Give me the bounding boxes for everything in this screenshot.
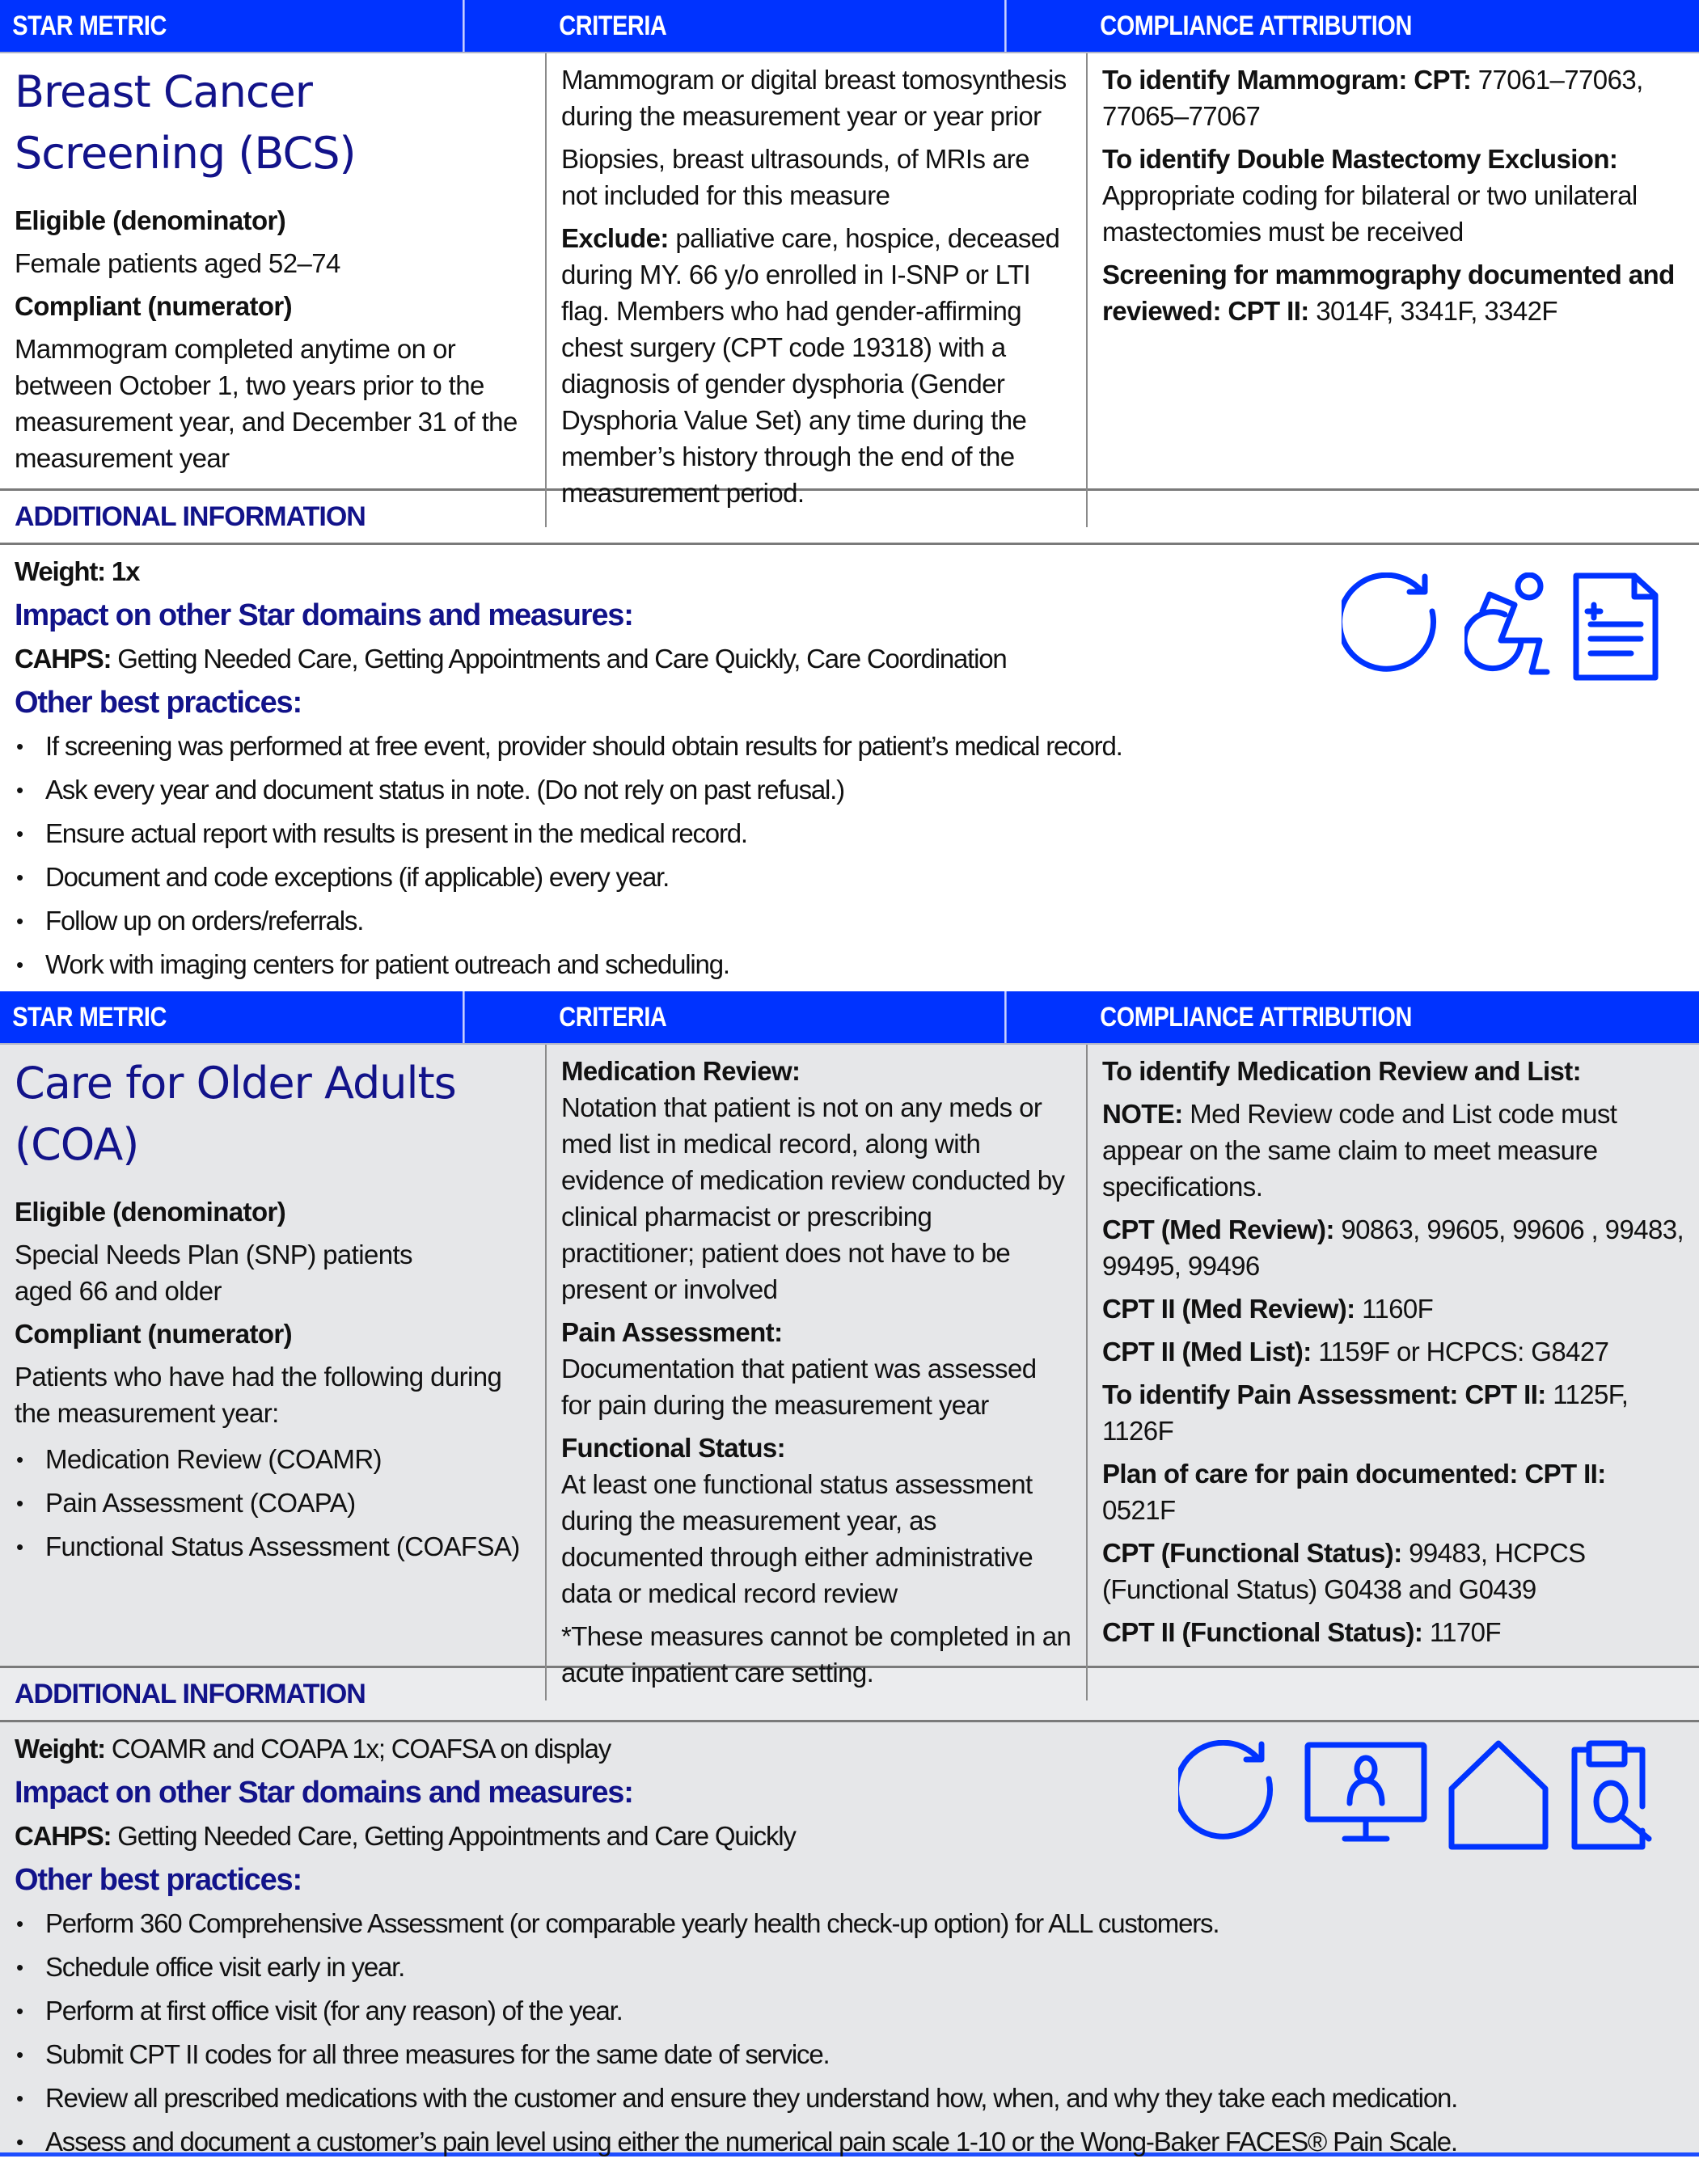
- compliance-label: Screening for mammography documented and reviewed: CPT II:: [1102, 260, 1675, 326]
- compliance-item: [1102, 61, 1684, 134]
- compliance-item: [1102, 256, 1684, 329]
- compliance-value: 90863, 99605, 99606 , 99483, 99495, 99496: [1102, 1215, 1684, 1281]
- compliance-label: Plan of care for pain documented: CPT II:: [1102, 1459, 1606, 1489]
- compliance-value: Appropriate coding for bilateral or two unilateral mastectomies must be received: [1102, 180, 1638, 247]
- additional-info-header: ADDITIONAL INFORMATION: [0, 491, 1699, 545]
- compliance-label: To identify Pain Assessment: CPT II:: [1102, 1379, 1546, 1409]
- icon-group: [1342, 572, 1660, 681]
- eligible-text: Special Needs Plan (SNP) patients aged 66 and older: [15, 1240, 412, 1306]
- compliance-cell: [1088, 53, 1699, 527]
- weight-label: Weight:: [15, 1734, 105, 1764]
- compliance-item: [1102, 1376, 1684, 1449]
- metric-title: Breast Cancer Screening (BCS): [15, 66, 356, 179]
- header-star-metric: STAR METRIC: [0, 991, 465, 1043]
- compliance-label: CPT II (Med List):: [1102, 1337, 1312, 1367]
- list-item: • Ask every year and document status in note. (Do not rely on past refusal.): [15, 768, 1684, 812]
- impact-heading: Impact on other Star domains and measures:: [15, 598, 633, 632]
- list-item: • If screening was performed at free event, provider should obtain results for patient’s medical record.: [15, 724, 1684, 768]
- compliance-label: To identify Medication Review and List:: [1102, 1056, 1582, 1086]
- compliance-value: 1125F, 1126F: [1102, 1379, 1629, 1446]
- header-compliance: COMPLIANCE ATTRIBUTION: [1100, 1002, 1412, 1033]
- compliant-list: [15, 1438, 530, 1569]
- criteria-note: *These measures cannot be completed in an acute inpatient care setting.: [561, 1621, 1071, 1688]
- compliant-label: Compliant (numerator): [15, 291, 293, 321]
- compliance-cell: [1088, 1045, 1699, 1700]
- weight-value: COAMR and COAPA 1x; COAFSA on display: [104, 1734, 611, 1764]
- additional-info-body: [0, 545, 1699, 991]
- compliance-value: 1159F or HCPCS: G8427: [1311, 1337, 1609, 1367]
- list-item: • Follow up on orders/referrals.: [15, 899, 1684, 943]
- home-icon: [1448, 1740, 1549, 1850]
- measure-coa: [0, 991, 1699, 2157]
- compliance-label: CPT II (Functional Status):: [1102, 1617, 1423, 1647]
- exclude-text: palliative care, hospice, deceased during MY. 66 y/o enrolled in I-SNP or LTI flag. Members who had gender-affirming chest surgery (CPT code 19318) with a diagnosis of gender dysphoria (Gender Dysphoria Value Set) any time during the member’s history through the end of the measurement period.: [561, 223, 1060, 508]
- criteria-text: Mammogram or digital breast tomosynthesis during the measurement year or year prior: [561, 65, 1067, 131]
- medical-document-icon: [1571, 572, 1660, 681]
- metric-title: Care for Older Adults (COA): [15, 1058, 456, 1170]
- icon-group: [1178, 1740, 1659, 1850]
- eligible-label: Eligible (denominator): [15, 205, 286, 235]
- practices-heading: Other best practices:: [15, 686, 302, 720]
- compliant-label: Compliant (numerator): [15, 1319, 293, 1349]
- compliance-item: [1102, 1535, 1684, 1607]
- compliance-label: To identify Mammogram: CPT:: [1102, 65, 1472, 95]
- compliance-value: 1170F: [1422, 1617, 1501, 1647]
- list-item: • Medication Review (COAMR): [15, 1438, 530, 1481]
- criteria-cell: [547, 1045, 1088, 1700]
- exclude-label: Exclude:: [561, 223, 669, 253]
- criteria-text: Notation that patient is not on any meds or med list in medical record, along with evidence of medication review conducted by clinical pharmacist or prescribing practitioner; patient does not have to be present or involved: [561, 1092, 1065, 1304]
- list-item: • Schedule office visit early in year.: [15, 1945, 1684, 1989]
- header-star-metric: STAR METRIC: [0, 0, 465, 52]
- additional-info-header: ADDITIONAL INFORMATION: [0, 1668, 1699, 1722]
- criteria-label: Pain Assessment:: [561, 1317, 783, 1347]
- compliance-item: [1102, 1614, 1684, 1650]
- compliance-item: [1102, 141, 1684, 250]
- cahps-value: Getting Needed Care, Getting Appointments and Care Quickly, Care Coordination: [111, 644, 1007, 674]
- refresh-icon: [1178, 1740, 1283, 1850]
- eligible-text: Female patients aged 52–74: [15, 248, 340, 278]
- practices-list: [15, 724, 1684, 986]
- compliance-value: 0521F: [1102, 1495, 1176, 1525]
- list-item: • Submit CPT II codes for all three measures for the same date of service.: [15, 2033, 1684, 2076]
- list-item: • Perform at first office visit (for any reason) of the year.: [15, 1989, 1684, 2033]
- compliance-item: [1102, 1096, 1684, 1205]
- criteria-cell: [547, 53, 1088, 527]
- criteria-label: Functional Status:: [561, 1433, 786, 1463]
- criteria-text: Documentation that patient was assessed for pain during the measurement year: [561, 1354, 1037, 1420]
- compliance-label: NOTE:: [1102, 1099, 1183, 1129]
- measure-bcs: [0, 0, 1699, 991]
- compliance-value: 77061–77063, 77065–77067: [1102, 65, 1643, 131]
- telehealth-monitor-icon: [1304, 1740, 1427, 1850]
- compliance-label: To identify Double Mastectomy Exclusion:: [1102, 144, 1618, 174]
- compliance-label: CPT (Med Review):: [1102, 1215, 1334, 1244]
- criteria-text: At least one functional status assessment during the measurement year, as documented through either administrative data or medical record review: [561, 1469, 1033, 1608]
- list-item: • Review all prescribed medications with the customer and ensure they understand how, when, and why they take each medication.: [15, 2076, 1684, 2120]
- wheelchair-icon: [1464, 572, 1553, 681]
- compliance-label: CPT II (Med Review):: [1102, 1294, 1355, 1324]
- impact-heading: Impact on other Star domains and measures:: [15, 1776, 633, 1810]
- list-item: • Ensure actual report with results is present in the medical record.: [15, 812, 1684, 855]
- table-header: [0, 991, 1699, 1045]
- list-item: • Perform 360 Comprehensive Assessment (or comparable yearly health check-up option) for ALL customers.: [15, 1902, 1684, 1945]
- measure-row: [0, 53, 1699, 508]
- cahps-label: CAHPS:: [15, 644, 112, 674]
- refresh-icon: [1342, 572, 1447, 681]
- list-item: • Pain Assessment (COAPA): [15, 1481, 530, 1525]
- exclusion-text: [561, 220, 1071, 511]
- additional-info-body: [0, 1722, 1699, 2157]
- weight-text: Weight: 1x: [15, 556, 140, 586]
- measure-row: [0, 1045, 1699, 1688]
- practices-list: [15, 1902, 1684, 2164]
- compliance-item: [1102, 1455, 1684, 1528]
- compliance-value: 1160F: [1355, 1294, 1434, 1324]
- list-item: • Functional Status Assessment (COAFSA): [15, 1525, 530, 1569]
- header-compliance: COMPLIANCE ATTRIBUTION: [1100, 11, 1412, 41]
- criteria-label: Medication Review:: [561, 1056, 801, 1086]
- header-criteria: CRITERIA: [547, 991, 1007, 1043]
- compliance-label: CPT (Functional Status):: [1102, 1538, 1402, 1568]
- cahps-label: CAHPS:: [15, 1821, 112, 1851]
- compliance-value: 3014F, 3341F, 3342F: [1308, 296, 1557, 326]
- star-metric-cell: [0, 53, 547, 527]
- list-item: • Document and code exceptions (if applicable) every year.: [15, 855, 1684, 899]
- practices-heading: Other best practices:: [15, 1863, 302, 1897]
- star-metric-cell: [0, 1045, 547, 1700]
- list-item: • Work with imaging centers for patient outreach and scheduling.: [15, 943, 1684, 986]
- compliance-item: [1102, 1291, 1684, 1327]
- table-header: [0, 0, 1699, 53]
- eligible-label: Eligible (denominator): [15, 1197, 286, 1227]
- header-criteria: CRITERIA: [547, 0, 1007, 52]
- compliance-item: [1102, 1333, 1684, 1370]
- compliant-text: Patients who have had the following during the measurement year:: [15, 1362, 502, 1428]
- cahps-value: Getting Needed Care, Getting Appointments and Care Quickly: [111, 1821, 796, 1851]
- compliance-item: [1102, 1211, 1684, 1284]
- compliance-value: Med Review code and List code must appear on the same claim to meet measure specifications.: [1102, 1099, 1617, 1202]
- criteria-text: Biopsies, breast ultrasounds, of MRIs are not included for this measure: [561, 144, 1029, 210]
- clipboard-search-icon: [1570, 1740, 1659, 1850]
- compliant-text: Mammogram completed anytime on or between October 1, two years prior to the measurement year, and December 31 of the measurement year: [15, 334, 518, 473]
- compliance-value: 99483, HCPCS (Functional Status) G0438 and G0439: [1102, 1538, 1586, 1604]
- list-item: • Assess and document a customer’s pain level using either the numerical pain scale 1-10 or the Wong-Baker FACES® Pain Scale.: [15, 2120, 1684, 2164]
